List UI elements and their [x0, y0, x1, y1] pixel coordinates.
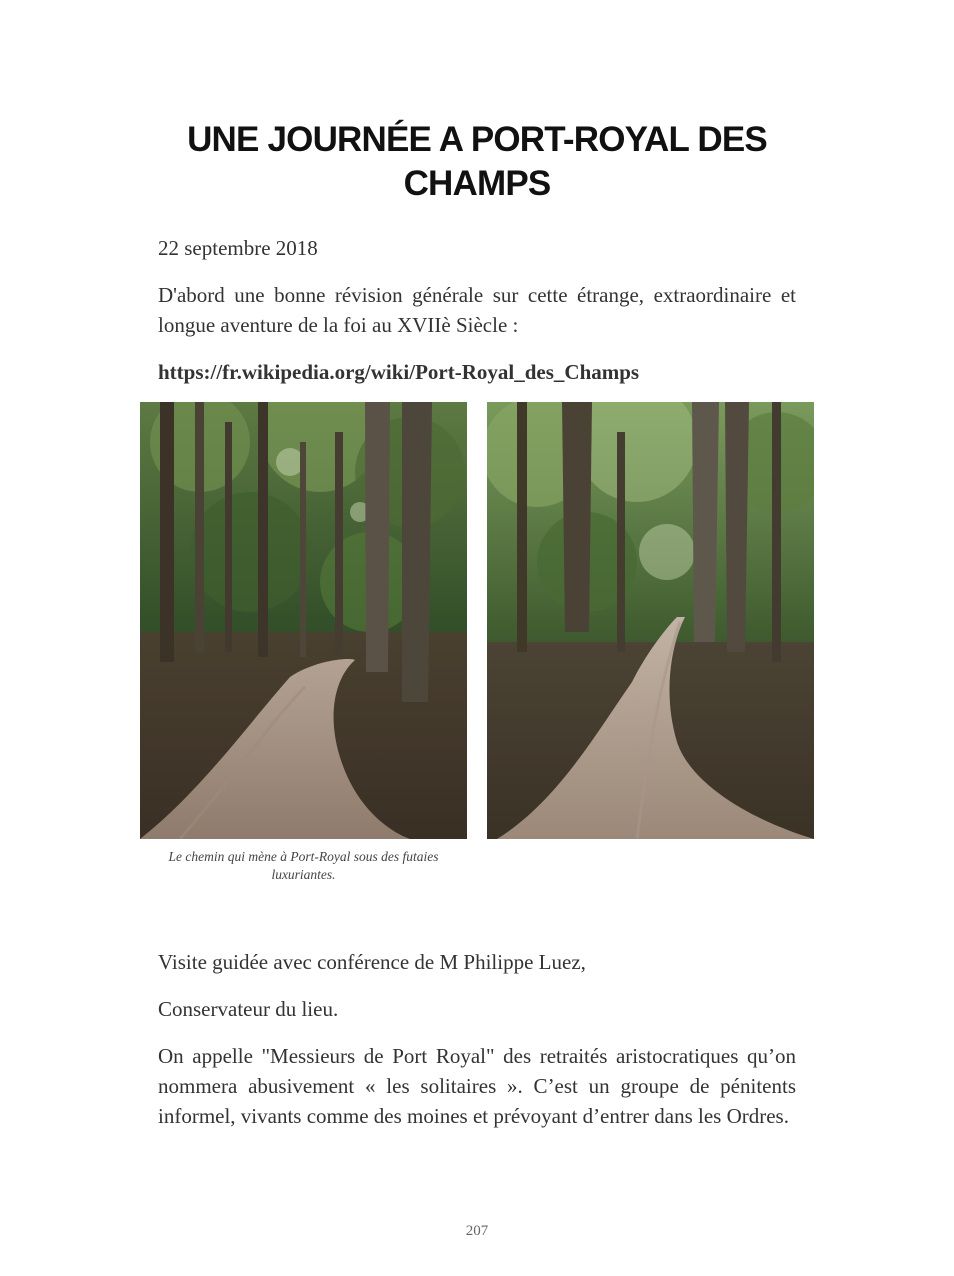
page-number: 207 [465, 1223, 489, 1239]
photo-caption: Le chemin qui mène à Port-Royal sous des futaies luxuriantes. [168, 849, 439, 882]
curator-paragraph: Conservateur du lieu. [158, 997, 339, 1021]
page-title: UNE JOURNÉE A PORT-ROYAL DES CHAMPS [187, 120, 767, 203]
intro-paragraph: D'abord une bonne révision générale sur cette étrange, extraordinaire et longue aventure de la foi au XVIIè Siècle : [158, 283, 796, 337]
forest-path-photo-right [487, 402, 814, 839]
article-date: 22 septembre 2018 [158, 236, 318, 260]
wikipedia-link[interactable]: https://fr.wikipedia.org/wiki/Port-Royal_des_Champs [158, 360, 640, 384]
body-paragraph: On appelle "Messieurs de Port Royal" des retraités aristocratiques qu’on nommera abusivement « les solitaires ». C’est un groupe de pénitents informel, vivants comme des moines et prévoyant d’entrer dans les Ordres. [158, 1044, 796, 1128]
visit-paragraph: Visite guidée avec conférence de M Philippe Luez, [158, 950, 586, 974]
forest-path-photo-left [140, 402, 467, 839]
